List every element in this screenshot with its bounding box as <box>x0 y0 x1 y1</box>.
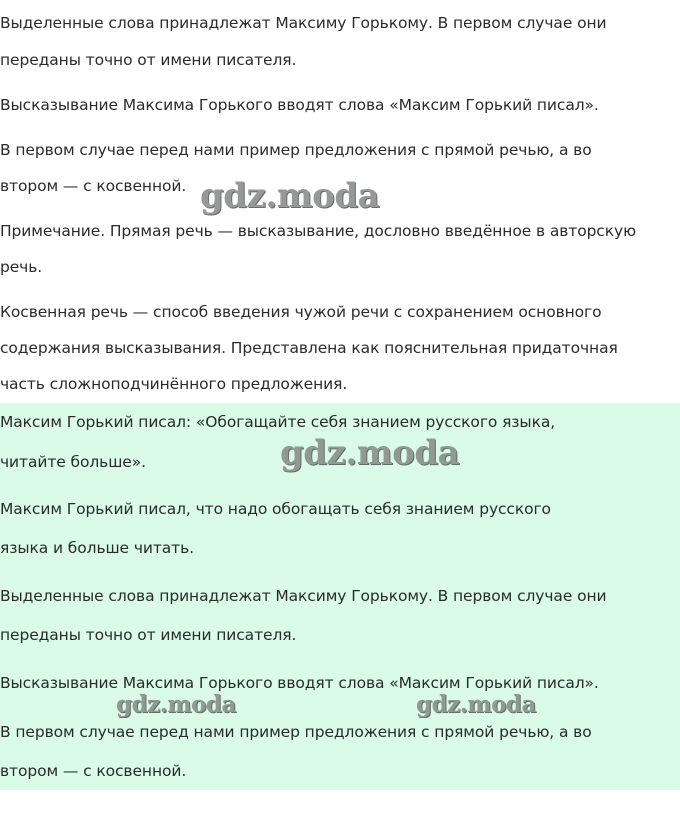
text-line: Косвенная речь — способ введения чужой речи с сохранением основного <box>0 303 602 321</box>
text-line: Высказывание Максима Горького вводят слова «Максим Горький писал». <box>0 674 599 692</box>
text-line: переданы точно от имени писателя. <box>0 626 297 644</box>
watermark: gdz.moda <box>200 176 380 216</box>
text-line: Примечание. Прямая речь — высказывание, дословно введённое в авторскую <box>0 222 637 240</box>
watermark: gdz.moda <box>280 433 460 473</box>
text-line: содержания высказывания. Представлена как пояснительная придаточная <box>0 339 618 357</box>
text-line: Высказывание Максима Горького вводят слова «Максим Горький писал». <box>0 96 599 114</box>
text-line: языка и больше читать. <box>0 539 194 557</box>
answer-section <box>0 403 680 790</box>
text-line: втором — с косвенной. <box>0 177 187 195</box>
text-line: втором — с косвенной. <box>0 762 187 780</box>
watermark: gdz.moda <box>416 691 536 718</box>
text-line: Максим Горький писал: «Обогащайте себя знанием русского языка, <box>0 413 556 431</box>
text-line: Максим Горький писал, что надо обогащать себя знанием русского <box>0 500 551 518</box>
explanation-section <box>0 0 680 403</box>
text-line: В первом случае перед нами пример предложения с прямой речью, а во <box>0 141 592 159</box>
text-line: часть сложноподчинённого предложения. <box>0 375 348 393</box>
text-line: Выделенные слова принадлежат Максиму Горькому. В первом случае они <box>0 587 607 605</box>
text-line: речь. <box>0 258 43 276</box>
watermark: gdz.moda <box>116 691 236 718</box>
text-line: переданы точно от имени писателя. <box>0 51 297 69</box>
text-line: В первом случае перед нами пример предложения с прямой речью, а во <box>0 723 592 741</box>
text-line: Выделенные слова принадлежат Максиму Горькому. В первом случае они <box>0 14 607 32</box>
text-line: читайте больше». <box>0 453 146 471</box>
